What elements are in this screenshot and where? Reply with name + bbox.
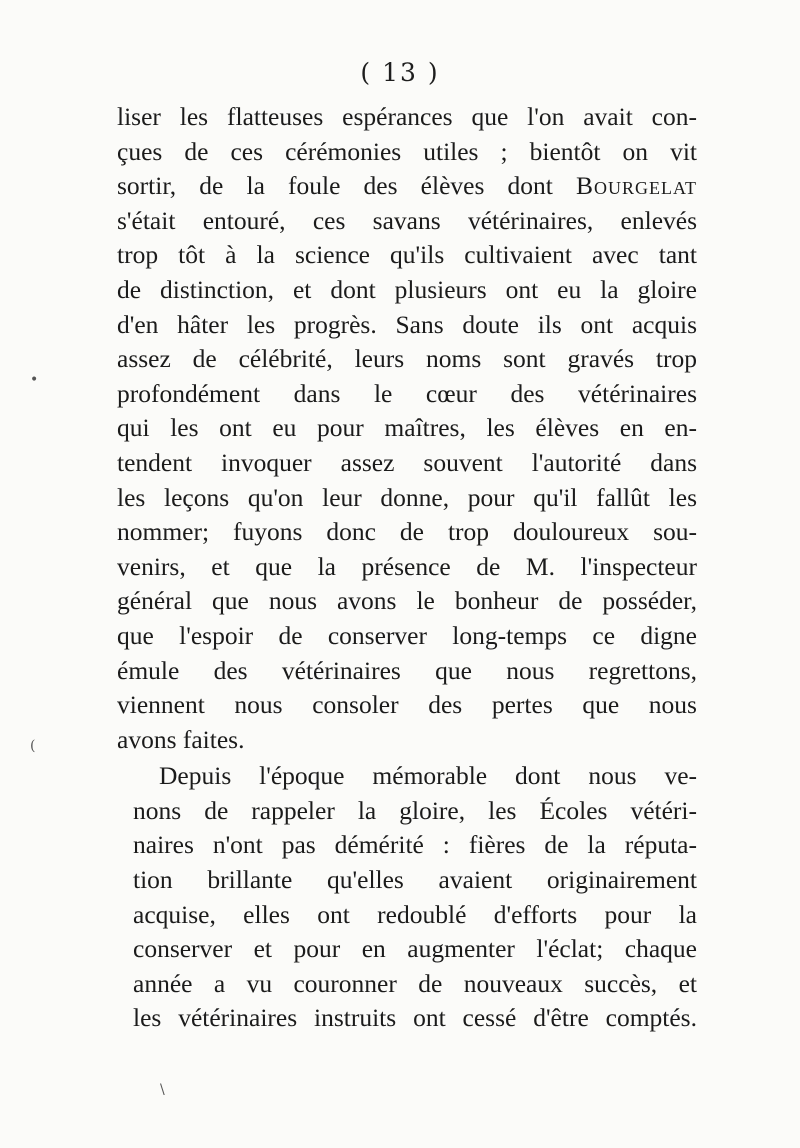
text-line: sortir, de la foule des élèves dont Bourgelat (117, 171, 697, 201)
text-line: Depuis l'époque mémorable dont nous ve- (159, 761, 697, 791)
text-line: qui les ont eu pour maîtres, les élèves en en- (117, 413, 697, 443)
body-text (117, 100, 697, 1036)
text-line: les leçons qu'on leur donne, pour qu'il fallût les (117, 482, 697, 512)
text-line: nons de rappeler la gloire, les Écoles vétéri- (133, 795, 697, 825)
margin-speck: \ (160, 1082, 165, 1098)
margin-speck: ( (30, 738, 36, 754)
person-name: Bourgelat (575, 171, 697, 201)
text-line: naires n'ont pas démérité : fières de la réputa- (133, 830, 697, 860)
text-line: çues de ces cérémonies utiles ; bientôt on vit (117, 136, 697, 166)
text-line: de distinction, et dont plusieurs ont eu la gloire (117, 274, 697, 304)
text-line: trop tôt à la science qu'ils cultivaient avec tant (117, 240, 697, 270)
text-line: tendent invoquer assez souvent l'autorité dans (117, 447, 697, 477)
text-line: assez de célébrité, leurs noms sont gravés trop (117, 344, 697, 374)
text-line: tion brillante qu'elles avaient originairement (133, 865, 697, 895)
text-line: viennent nous consoler des pertes que nous (117, 690, 697, 720)
paragraph-1 (117, 100, 697, 757)
text-line: nommer; fuyons donc de trop douloureux sou- (117, 517, 697, 547)
paragraph-2 (117, 759, 697, 1036)
text-line: les vétérinaires instruits ont cessé d'être comptés. (133, 1003, 697, 1033)
text-line: profondément dans le cœur des vétérinaires (117, 378, 697, 408)
text-line: d'en hâter les progrès. Sans doute ils ont acquis (117, 309, 697, 339)
text-line: venirs, et que la présence de M. l'inspecteur (117, 551, 697, 581)
text-line: que l'espoir de conserver long-temps ce digne (117, 620, 697, 650)
text-line: conserver et pour en augmenter l'éclat; chaque (133, 934, 697, 964)
page-number: ( 13 ) (360, 58, 440, 87)
text-line: émule des vétérinaires que nous regrettons, (117, 655, 697, 685)
text-line: liser les flatteuses espérances que l'on avait con- (117, 102, 697, 131)
text-line: s'était entouré, ces savans vétérinaires, enlevés (117, 205, 697, 235)
text-line: général que nous avons le bonheur de posséder, (117, 586, 697, 616)
text-line: acquise, elles ont redoublé d'efforts pour la (133, 899, 697, 929)
text-line: année a vu couronner de nouveaux succès, et (133, 968, 697, 998)
text-line: avons faites. (117, 724, 245, 754)
margin-speck: • (30, 372, 39, 388)
